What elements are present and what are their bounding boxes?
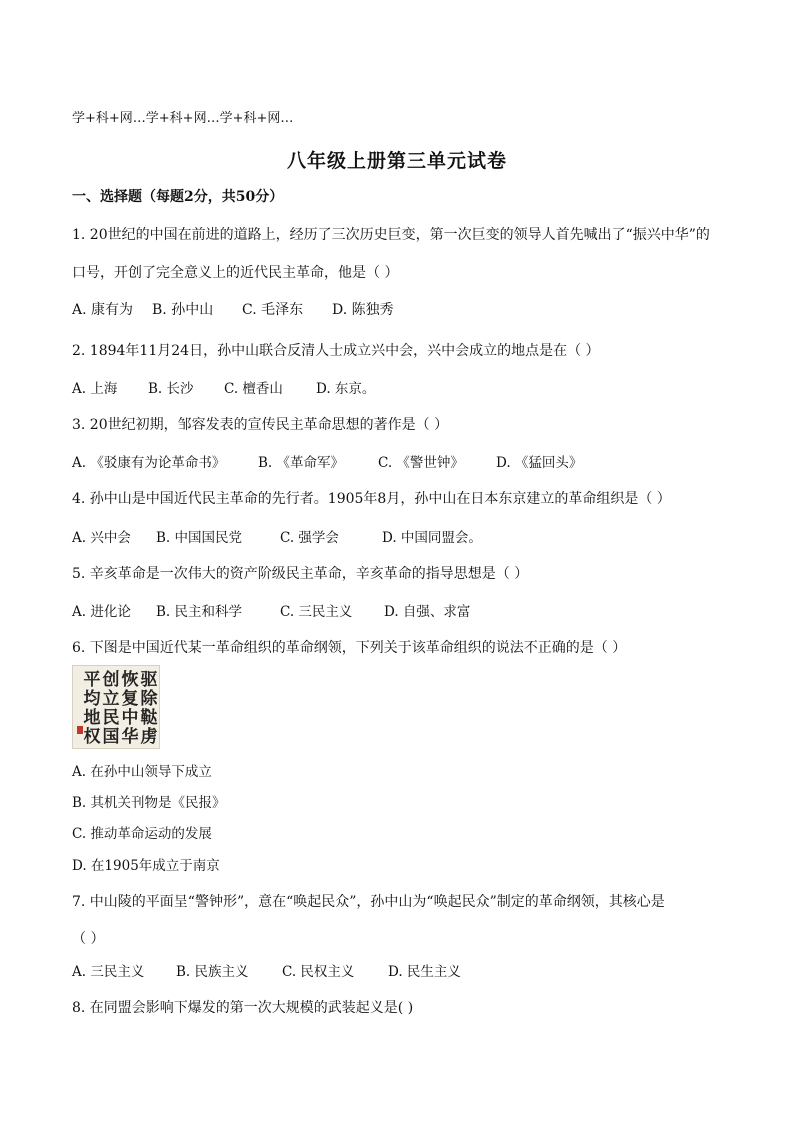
option-a[interactable]: A. 进化论 [72, 604, 131, 620]
question-3-options [72, 451, 582, 471]
option-d[interactable]: D. 陈独秀 [332, 302, 394, 318]
section-heading: 一、选择题（每题2分，共50分） [72, 189, 284, 205]
question-4-line-1: 4. 孙中山是中国近代民主革命的先行者。1905年8月，孙中山在日本东京建立的革命组织是（ ） [72, 491, 671, 507]
calligraphy-char: 创 [102, 670, 120, 690]
calligraphy-char: 复 [121, 689, 139, 709]
question-8-line-1: 8. 在同盟会影响下爆发的第一次大规模的武装起义是( ) [72, 1000, 414, 1016]
calligraphy-char: 民 [102, 708, 120, 728]
question-6-option-b[interactable]: B. 其机关刊物是《民报》 [72, 795, 226, 811]
seal-mark [77, 726, 83, 734]
option-c[interactable]: C. 三民主义 [280, 604, 353, 620]
option-b[interactable]: B. 中国国民党 [156, 530, 243, 546]
option-c[interactable]: C. 毛泽东 [242, 302, 304, 318]
calligraphy-char: 均 [83, 689, 101, 709]
calligraphy-char: 权 [83, 727, 101, 747]
option-d[interactable]: D. 自强、求富 [384, 604, 471, 620]
calligraphy-char: 除 [140, 689, 158, 709]
option-b[interactable]: B. 长沙 [148, 381, 194, 397]
option-a[interactable]: A. 上海 [72, 381, 118, 397]
question-7-line-1: 7. 中山陵的平面呈“警钟形”，意在“唤起民众”，孙中山为“唤起民众”制定的革命纲领，其核心是 [72, 894, 665, 910]
calligraphy-image [72, 665, 160, 749]
calligraphy-char: 恢 [121, 670, 139, 690]
question-2-line-1: 2. 1894年11月24日，孙中山联合反清人士成立兴中会，兴中会成立的地点是在（ ） [72, 343, 600, 359]
question-1-line-1: 1. 20世纪的中国在前进的道路上，经历了三次历史巨变，第一次巨变的领导人首先喊出了“振兴中华”的 [72, 227, 710, 243]
question-5-line-1: 5. 辛亥革命是一次伟大的资产阶级民主革命，辛亥革命的指导思想是（ ） [72, 566, 529, 582]
option-d[interactable]: D. 民生主义 [388, 964, 461, 980]
calligraphy-char: 国 [102, 727, 120, 747]
option-a[interactable]: A. 《驳康有为论革命书》 [72, 455, 226, 471]
question-6-line-1: 6. 下图是中国近代某一革命组织的革命纲领，下列关于该革命组织的说法不正确的是（ ） [72, 640, 627, 656]
option-d[interactable]: D. 《猛回头》 [496, 455, 583, 471]
calligraphy-char: 驱 [140, 670, 158, 690]
option-c[interactable]: C. 檀香山 [224, 381, 283, 397]
question-5-options [72, 600, 470, 620]
watermark-header: 学+科+网…学+科+网…学+科+网… [72, 111, 294, 126]
question-7-line-2: （ ） [72, 931, 105, 947]
option-b[interactable]: B. 孙中山 [152, 302, 214, 318]
option-c[interactable]: C. 民权主义 [282, 964, 355, 980]
calligraphy-char: 平 [83, 670, 101, 690]
question-1-options [72, 299, 394, 319]
calligraphy-char: 地 [83, 708, 101, 728]
calligraphy-char: 鞑 [140, 708, 158, 728]
calligraphy-char: 虏 [140, 727, 158, 747]
calligraphy-char: 华 [121, 727, 139, 747]
option-a[interactable]: A. 三民主义 [72, 964, 145, 980]
page-title: 八年级上册第三单元试卷 [286, 150, 507, 172]
option-a[interactable]: A. 康有为 [72, 302, 134, 318]
question-6-option-d[interactable]: D. 在1905年成立于南京 [72, 858, 220, 874]
option-b[interactable]: B. 民族主义 [176, 964, 249, 980]
question-4-options [72, 526, 482, 546]
question-2-options [72, 377, 375, 397]
question-7-options [72, 960, 461, 980]
option-b[interactable]: B. 民主和科学 [156, 604, 243, 620]
calligraphy-char: 立 [102, 689, 120, 709]
option-d[interactable]: D. 东京。 [316, 381, 376, 397]
question-1-line-2: 口号，开创了完全意义上的近代民主革命，他是（ ） [72, 265, 399, 281]
calligraphy-char: 中 [121, 708, 139, 728]
question-6-option-c[interactable]: C. 推动革命运动的发展 [72, 826, 212, 842]
option-a[interactable]: A. 兴中会 [72, 530, 131, 546]
question-6-option-a[interactable]: A. 在孙中山领导下成立 [72, 764, 212, 780]
option-c[interactable]: C. 强学会 [280, 530, 339, 546]
option-d[interactable]: D. 中国同盟会。 [382, 530, 482, 546]
option-c[interactable]: C. 《警世钟》 [378, 455, 464, 471]
question-3-line-1: 3. 20世纪初期，邹容发表的宣传民主革命思想的著作是（ ） [72, 417, 449, 433]
option-b[interactable]: B. 《革命军》 [258, 455, 345, 471]
